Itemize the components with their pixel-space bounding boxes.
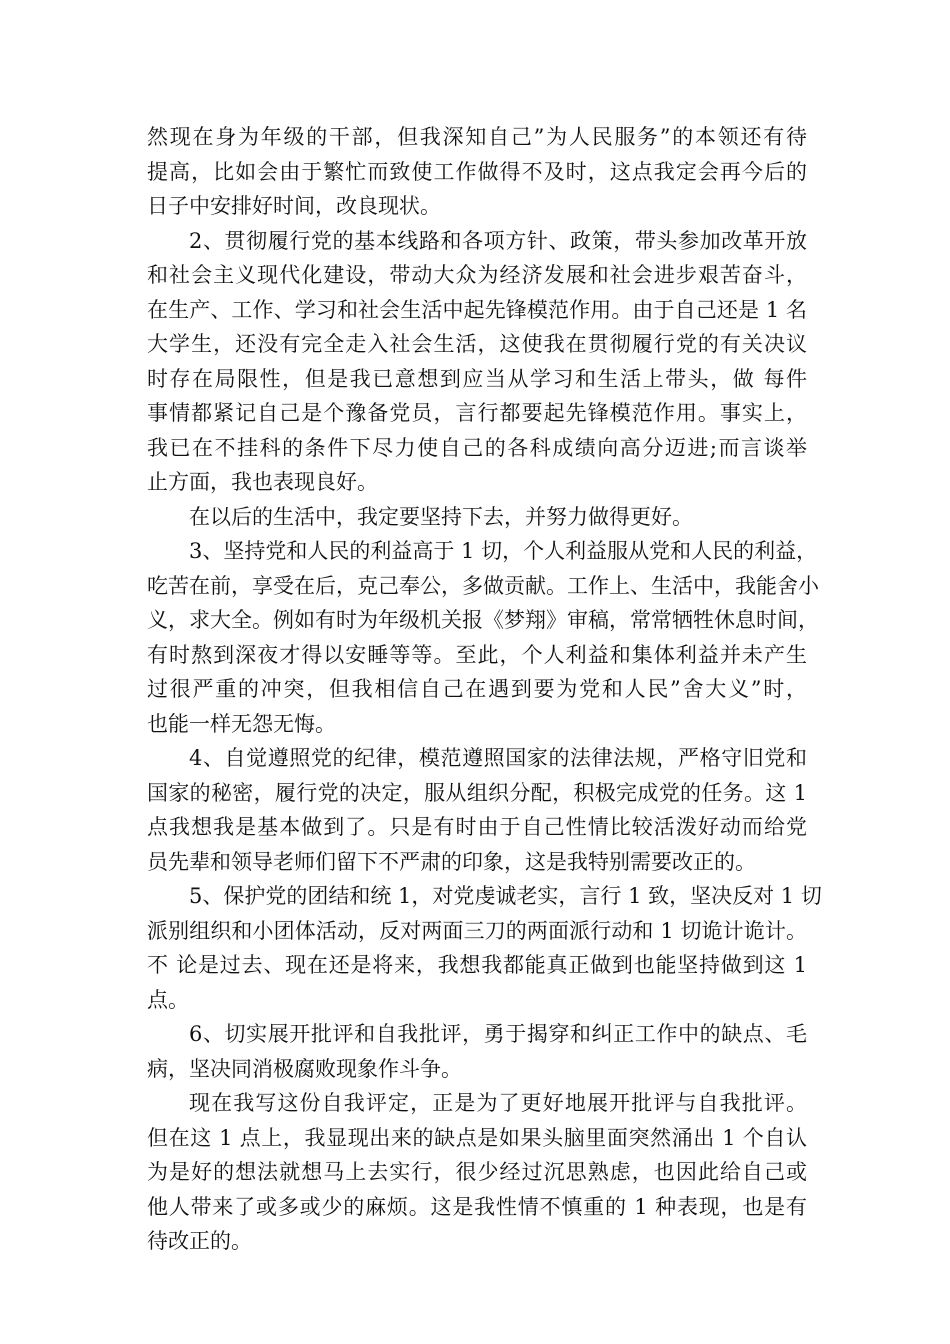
text-line: 过很严重的冲突，但我相信自己在遇到要为党和人民”舍大义”时， xyxy=(147,677,807,701)
text-line: 现在我写这份自我评定，正是为了更好地展开批评与自我批评。 xyxy=(189,1091,807,1115)
text-line: 有时熬到深夜才得以安睡等等。至此，个人利益和集体利益并未产生 xyxy=(147,642,807,667)
text-line: 2、贯彻履行党的基本线路和各项方针、政策，带头参加改革开放 xyxy=(189,228,807,253)
text-line: 但在这 1 点上，我显现出来的缺点是如果头脑里面突然涌出 1 个自认 xyxy=(147,1125,807,1150)
text-line: 大学生，还没有完全走入社会生活，这使我在贯彻履行党的有关决议 xyxy=(147,332,807,356)
text-line: 4、自觉遵照党的纪律，模范遵照国家的法律法规，严格守旧党和 xyxy=(189,746,807,770)
document-body xyxy=(147,120,822,1259)
text-line: 点我想我是基本做到了。只是有时由于自己性情比较活泼好动而给党 xyxy=(147,815,807,839)
text-line: 病，坚决同消极腐败现象作斗争。 xyxy=(147,1056,462,1081)
text-line: 义，求大全。例如有时为年级机关报《梦翔》审稿，常常牺牲休息时间， xyxy=(147,608,819,632)
text-line: 员先辈和领导老师们留下不严肃的印象，这是我特别需要改正的。 xyxy=(147,849,756,874)
text-line: 在生产、工作、学习和社会生活中起先锋模范作用。由于自己还是 1 名 xyxy=(147,297,807,322)
text-line: 6、切实展开批评和自我批评，勇于揭穿和纠正工作中的缺点、毛 xyxy=(189,1022,807,1046)
text-line: 国家的秘密，履行党的决定，服从组织分配，积极完成党的任务。这 1 xyxy=(147,780,807,805)
text-line: 5、保护党的团结和统 1，对党虔诚老实，言行 1 致，坚决反对 1 切 xyxy=(189,884,822,908)
text-line: 不 论是过去、现在还是将来，我想我都能真正做到也能坚持做到这 1 xyxy=(147,953,807,977)
text-line: 为是好的想法就想马上去实行，很少经过沉思熟虑，也因此给自己或 xyxy=(147,1160,807,1184)
text-line: 时存在局限性，但是我已意想到应当从学习和生活上带头，做 每件 xyxy=(147,366,807,391)
text-line: 和社会主义现代化建设，带动大众为经济发展和社会进步艰苦奋斗， xyxy=(147,263,807,287)
text-line: 我已在不挂科的条件下尽力使自己的各科成绩向高分迈进;而言谈举 xyxy=(147,435,807,460)
text-line: 止方面，我也表现良好。 xyxy=(147,470,378,494)
text-line: 吃苦在前，享受在后，克己奉公，多做贡献。工作上、生活中，我能舍小 xyxy=(147,573,819,598)
text-line: 日子中安排好时间，改良现状。 xyxy=(147,194,441,218)
text-line: 他人带来了或多或少的麻烦。这是我性情不慎重的 1 种表现，也是有 xyxy=(147,1194,807,1219)
text-line: 在以后的生活中，我定要坚持下去，并努力做得更好。 xyxy=(189,504,693,529)
text-line: 事情都紧记自己是个豫备党员，言行都要起先锋模范作用。事实上， xyxy=(147,401,807,425)
text-line: 也能一样无怨无悔。 xyxy=(147,711,336,736)
text-line: 然现在身为年级的干部，但我深知自己”为人民服务”的本领还有待 xyxy=(147,125,807,149)
text-line: 派别组织和小团体活动，反对两面三刀的两面派行动和 1 切诡计诡计。 xyxy=(147,918,807,943)
text-line: 提高，比如会由于繁忙而致使工作做得不及时，这点我定会再今后的 xyxy=(147,159,807,184)
text-line: 点。 xyxy=(147,987,189,1012)
text-line: 3、坚持党和人民的利益高于 1 切，个人利益服从党和人民的利益， xyxy=(189,539,818,563)
text-line: 待改正的。 xyxy=(147,1229,252,1253)
